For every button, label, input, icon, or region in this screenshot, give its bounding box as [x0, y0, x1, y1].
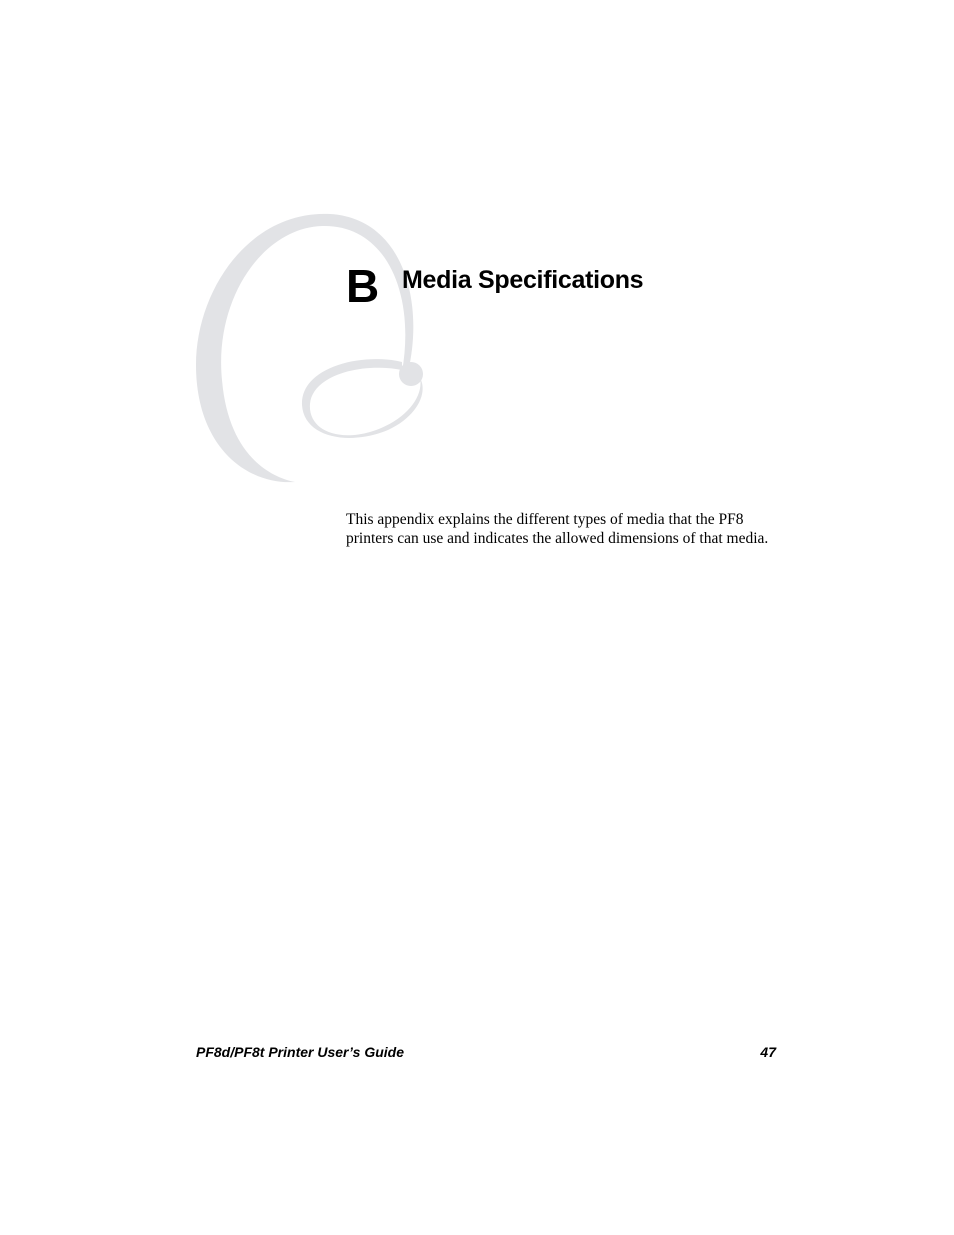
footer-page-number: 47: [760, 1044, 776, 1060]
swirl-dot: [399, 362, 423, 386]
chapter-title: Media Specifications: [402, 266, 644, 294]
footer-guide-title: PF8d/PF8t Printer User’s Guide: [196, 1044, 404, 1060]
swirl-outer-arc: [196, 214, 413, 482]
intro-paragraph: This appendix explains the different types of media that the PF8 printers can use and indicates the allowed dimensions of that media.: [346, 511, 769, 547]
chapter-letter: B: [346, 260, 380, 312]
